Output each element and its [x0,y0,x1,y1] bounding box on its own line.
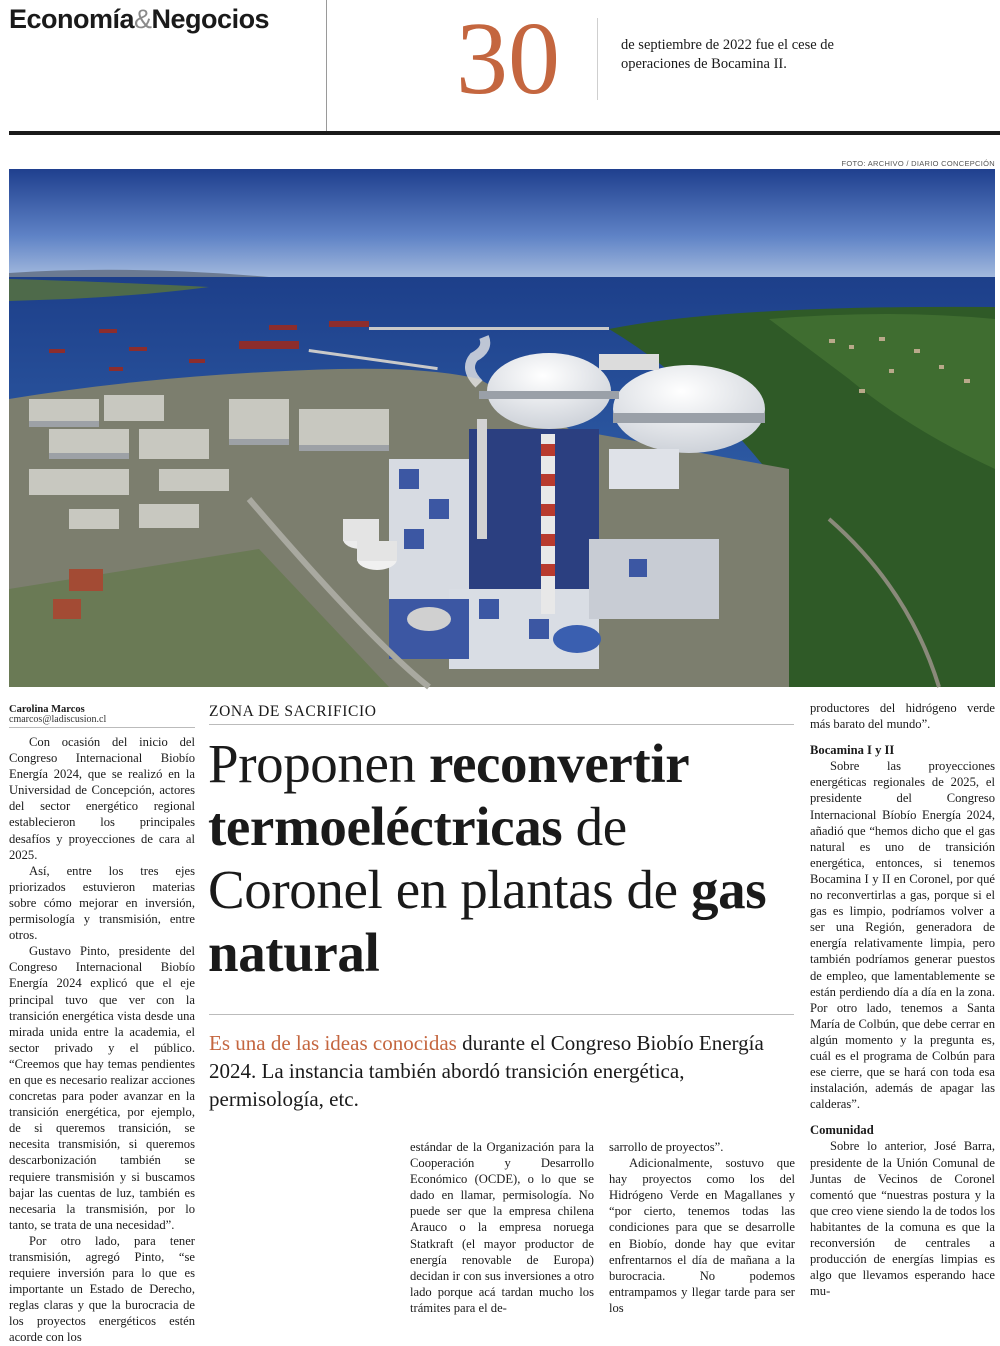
body-column-3 [410,1139,594,1316]
deck-rule [209,1014,794,1015]
deck-text: durante el Congreso Biobío Energía 2024. La instancia también abordó transición energética, permisología, etc. [209,1031,764,1111]
headline-part-bold: reconvertir [428,733,690,794]
header-divider [326,0,327,132]
section-label [9,4,269,35]
highlight-number: 30 [456,1,560,116]
paragraph: Por otro lado, para tener transmisión, agregó Pinto, “se requiere inversión para lo que es importante un Estado de Derecho, reglas claras y que la burocracia de los proyectos energéticos estén acorde con los [9,1233,195,1345]
headline-part-bold: gas natural [208,859,767,983]
body-column-1 [9,734,195,1346]
body-column-4 [609,1139,795,1316]
body-column-5 [810,700,995,1299]
date-divider [597,18,598,100]
section-label-part1: Economía [9,4,135,34]
paragraph: sarrollo de proyectos”. [609,1140,724,1154]
highlight-caption: de septiembre de 2022 fue el cese de operaciones de Bocamina II. [621,37,834,72]
paragraph: Gustavo Pinto, presidente del Congreso Internacional Biobío Energía 2024 explicó que el eje principal tuvo que ver con la transición energética vista desde una mirada unida entre la academia, el sector privado y el público. “Creemos que hay temas pendientes en que es necesario realizar acciones concretas para poder avanzar en la transición energética, por ejemplo, de si queremos transición, se necesita transmisión, si queremos descarbonización también se requiere transmisión y si buscamos bajar las cuentas de luz, también es necesaria la transmisión, por lo tanto, se trata de una necesidad”. [9,944,195,1232]
kicker-rule [209,724,794,725]
paragraph: Con ocasión del inicio del Congreso Internacional Biobío Energía 2024, que se realizó en la Universidad de Concepción, actores del sector energético regional establecieron los principales desafíos y proyecciones de cara al 2025. [9,735,195,862]
deck [209,1029,799,1113]
section-label-ampersand: & [134,4,152,34]
photo-credit: FOTO: ARCHIVO / DIARIO CONCEPCIÓN [841,159,995,168]
headline-part: Proponen [208,733,429,794]
byline-author: Carolina Marcos [9,704,85,715]
paragraph: estándar de la Organización para la Cooperación y Desarrollo Económico (OCDE), o lo que se dado en llamar, permisología. No puede ser que la empresa chilena Arauco o la empresa noruega Statkraft (el mayor productor de energía renovable de Europa) decidan ir con sus inversiones a otro lado porque acá tardan mucho los trámites para el de- [410,1140,594,1315]
byline-rule [9,727,195,728]
aerial-power-plant-photo [9,169,995,687]
paragraph: Así, entre los tres ejes priorizados estuvieron materias sobre cómo mejorar en inversión, permisología y transmisión, entre otros. [9,863,195,943]
subheading-bocamina: Bocamina I y II [810,743,895,758]
paragraph: Sobre las proyecciones energéticas regionales de 2025, el presidente del Congreso Internacional Bíobío Energía 2024, añadió que “hemos dicho que el gas natural es uno de transición energética, entonces, si tenemos Bocamina I y II en Coronel, por qué no reconvertirlas a gas, porque si el gas es limpio, podríamos volver a ser una Región, generadora de energía relativamente limpia, pero también podríamos generar puestos de empleo, que lamentablemente se están perdiendo día a día en la zona. Por otro lado, tenemos a Santa María de Colbún, que debe cerrar en algún momento y la pregunta es, cuál es el programa de Colbún para ese cierre, que se hará con toda esa instalación, además de apagar las calderas”. [810,759,995,1112]
kicker: ZONA DE SACRIFICIO [209,703,377,720]
paragraph: Sobre lo anterior, José Barra, presidente de la Unión Comunal de Juntas de Vecinos de Coronel comentó que “nuestras postura y la que creo viene siendo la de todos los habitantes de la comuna es que la reconversión de centrales a producción de energías limpias es algo que llevamos esperando hace mu- [810,1139,996,1299]
paragraph: productores del hidrógeno verde más barato del mundo”. [810,701,995,732]
headline-part: de Coronel en plantas de [208,796,692,920]
section-label-part2: Negocios [151,4,270,34]
header-rule [9,131,1000,135]
byline-email[interactable]: cmarcos@ladiscusion.cl [9,714,107,725]
subheading-comunidad: Comunidad [810,1123,874,1138]
headline-part-bold: termoeléctricas [208,796,563,857]
deck-accent: Es una de las ideas conocidas [209,1031,457,1055]
paragraph: Adicionalmente, sostuvo que hay proyectos como los del Hidrógeno Verde en Magallanes y “por cierto, tenemos todas las condiciones para que se desarrolle en Biobío, donde hay que evitar enfrentarnos el día de mañana a la burocracia. No podemos entrampamos y llegar tarde para ser los [609,1156,795,1315]
headline [208,732,798,984]
